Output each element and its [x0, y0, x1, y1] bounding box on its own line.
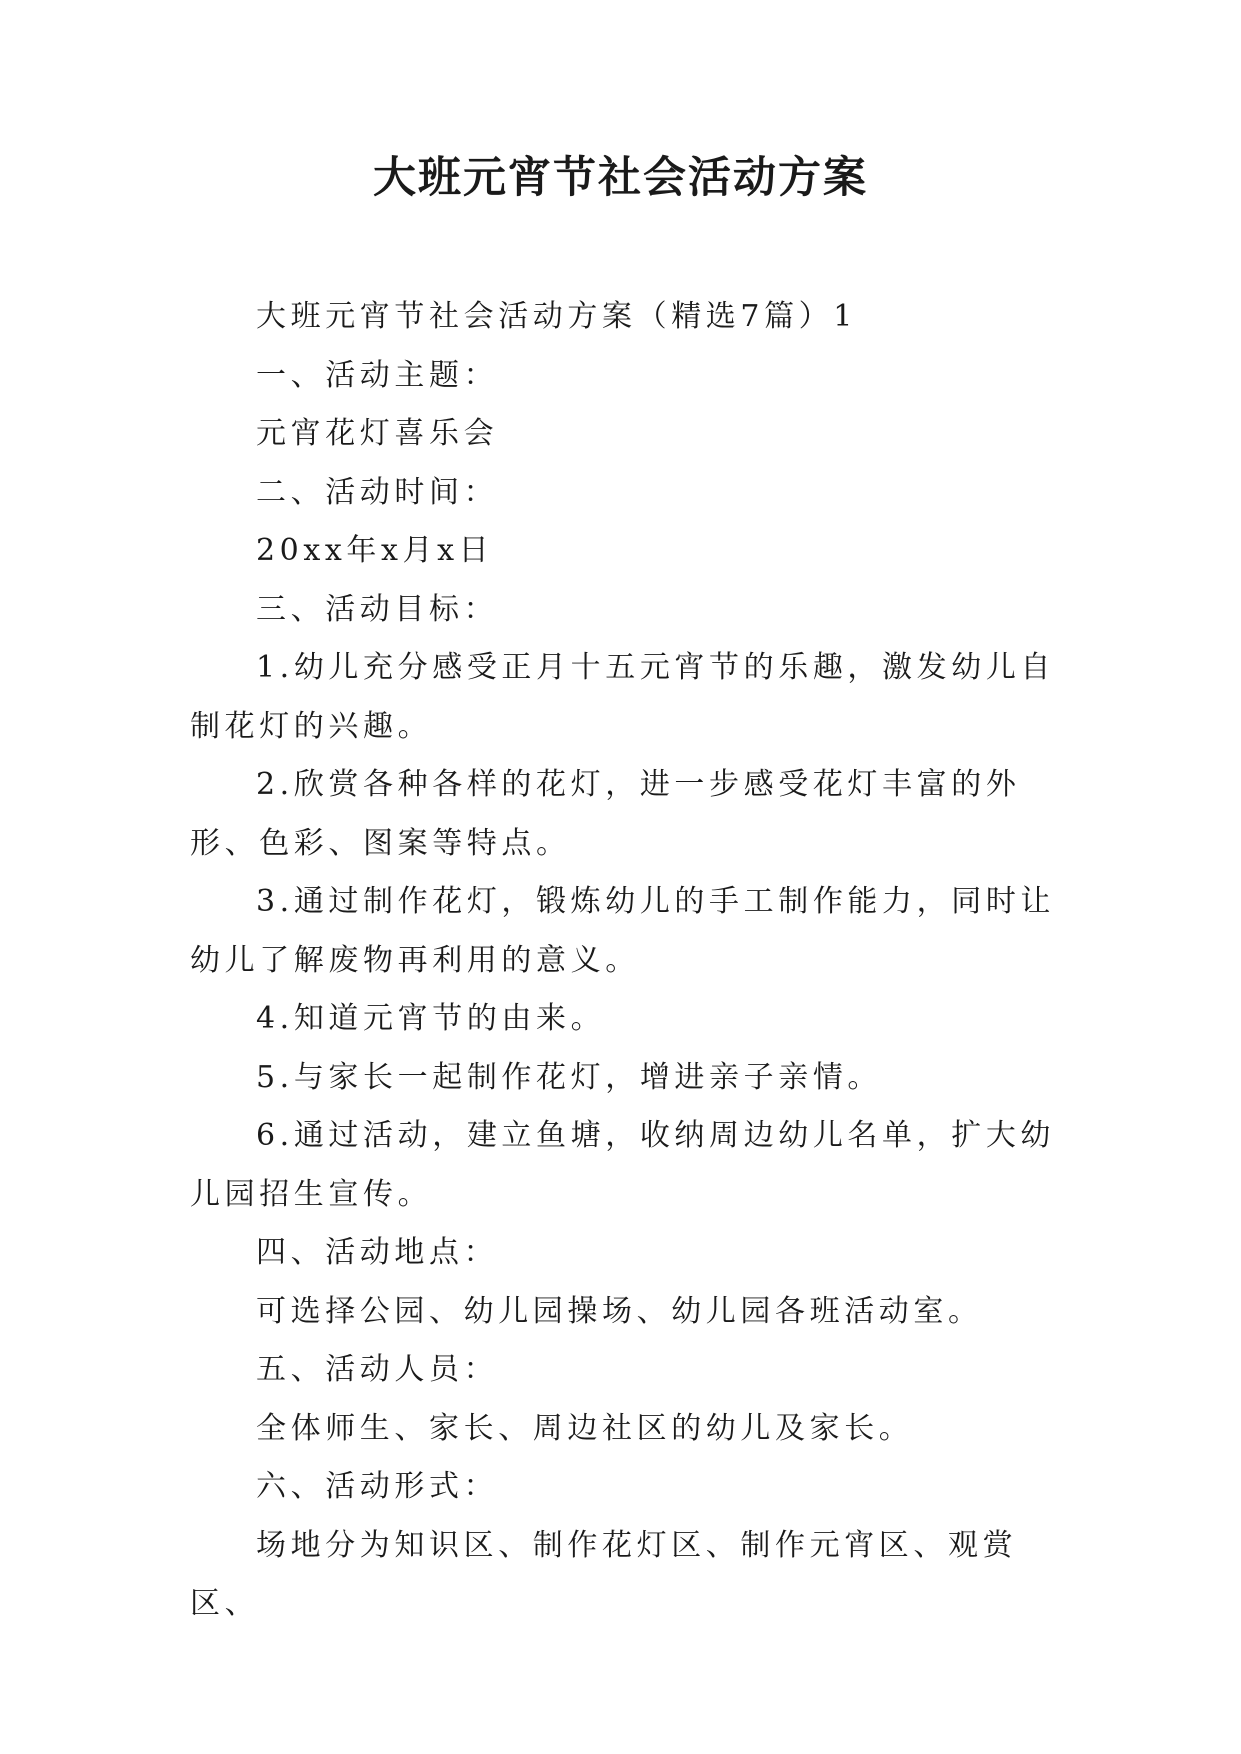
- list-item: 5.与家长一起制作花灯，增进亲子亲情。: [256, 1059, 883, 1095]
- list-item: 3.通过制作花灯，锻炼幼儿的手工制作能力，同时让幼儿了解废物再利用的意义。: [190, 884, 1056, 978]
- section-heading: 二、活动时间：: [256, 474, 499, 510]
- list-item: 4.知道元宵节的由来。: [256, 1001, 606, 1036]
- section-heading: 四、活动地点：: [256, 1235, 499, 1270]
- paragraph: 可选择公园、幼儿园操场、幼儿园各班活动室。: [256, 1293, 983, 1329]
- paragraph: 元宵花灯喜乐会: [256, 416, 499, 451]
- paragraph: 场地分为知识区、制作花灯区、制作元宵区、观赏区、: [190, 1527, 1018, 1621]
- section-heading: 五、活动人员：: [256, 1352, 499, 1387]
- paragraph: 大班元宵节社会活动方案（精选7篇）1: [256, 299, 857, 334]
- section-heading: 一、活动主题：: [256, 357, 499, 393]
- document-body: [190, 288, 1070, 1634]
- list-item: 6.通过活动，建立鱼塘，收纳周边幼儿名单，扩大幼儿园招生宣传。: [190, 1118, 1056, 1212]
- section-heading: 三、活动目标：: [256, 591, 499, 627]
- paragraph: 全体师生、家长、周边社区的幼儿及家长。: [256, 1410, 914, 1446]
- paragraph: 20xx年x月x日: [256, 533, 494, 568]
- list-item: 1.幼儿充分感受正月十五元宵节的乐趣，激发幼儿自制花灯的兴趣。: [190, 650, 1056, 744]
- list-item: 2.欣赏各种各样的花灯，进一步感受花灯丰富的外形、色彩、图案等特点。: [190, 767, 1021, 861]
- document-title: 大班元宵节社会活动方案: [373, 153, 868, 203]
- section-heading: 六、活动形式：: [256, 1469, 499, 1504]
